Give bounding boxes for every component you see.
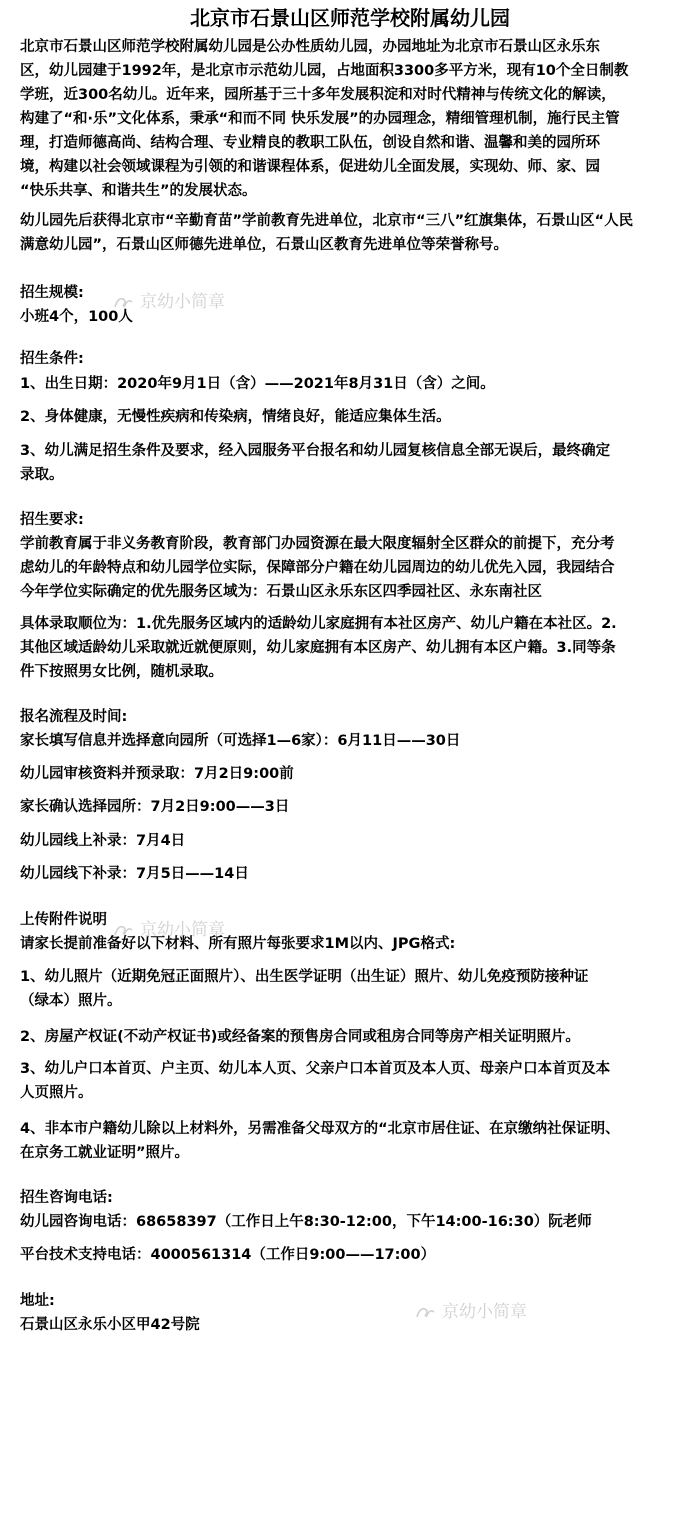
intro-paragraph xyxy=(20,35,685,203)
condition-item-2: 2、身体健康，无慢性疾病和传染病，情绪良好，能适应集体生活。 xyxy=(20,409,451,425)
attachment-item-4-line: 4、非本市户籍幼儿除以上材料外，另需准备父母双方的“北京市居住证、在京缴纳社保证明、 xyxy=(20,1121,620,1137)
attachments-subheading: 请家长提前准备好以下材料、所有照片每张要求1M以内、JPG格式: xyxy=(20,936,456,952)
intro-line: 学班，近300名幼儿。近年来，园所基于三十多年发展积淀和对时代精神与传统文化的解读， xyxy=(20,87,616,103)
attachment-item-4 xyxy=(20,1117,685,1165)
honors-line: 幼儿园先后获得北京市“辛勤育苗”学前教育先进单位，北京市“三八”红旗集体，石景山区“人民 xyxy=(20,213,634,229)
intro-line: 区，幼儿园建于1992年，是北京市示范幼儿园，占地面积3300多平方米，现有10个全日制教 xyxy=(20,63,629,79)
process-step-1: 家长填写信息并选择意向园所（可选择1—6家）：6月11日——30日 xyxy=(20,733,461,749)
condition-item-3 xyxy=(20,439,685,487)
process-step-2: 幼儿园审核资料并预录取：7月2日9:00前 xyxy=(20,766,294,782)
process-step-5: 幼儿园线下补录：7月5日——14日 xyxy=(20,866,249,882)
address-heading: 地址: xyxy=(20,1293,55,1309)
honors-line: 满意幼儿园”，石景山区师德先进单位，石景山区教育先进单位等荣誉称号。 xyxy=(20,237,509,253)
attachments-heading: 上传附件说明 xyxy=(20,912,107,928)
attachment-item-1 xyxy=(20,965,685,1013)
attachment-item-1-line: 1、幼儿照片（近期免冠正面照片）、出生医学证明（出生证）照片、幼儿免疫预防接种证 xyxy=(20,969,589,985)
admission-order-line: 件下按照男女比例，随机录取。 xyxy=(20,664,223,680)
attachment-item-3-line: 3、幼儿户口本首页、户主页、幼儿本人页、父亲户口本首页及本人页、母亲户口本首页及本 xyxy=(20,1061,611,1077)
attachment-item-4-line: 在京务工就业证明”照片。 xyxy=(20,1145,190,1161)
attachment-item-1-line: （绿本）照片。 xyxy=(20,993,122,1009)
kindergarten-phone: 幼儿园咨询电话：68658397（工作日上午8:30-12:00，下午14:00-16:30）阮老师 xyxy=(20,1214,592,1230)
contact-heading: 招生咨询电话: xyxy=(20,1190,113,1206)
intro-line: 境，构建以社会领域课程为引领的和谐课程体系，促进幼儿全面发展，实现幼、师、家、园 xyxy=(20,159,600,175)
platform-phone: 平台技术支持电话：4000561314（工作日9:00——17:00） xyxy=(20,1247,436,1263)
address-value: 石景山区永乐小区甲42号院 xyxy=(20,1317,200,1333)
intro-line: “快乐共享、和谐共生”的发展状态。 xyxy=(20,183,257,199)
intro-line: 构建了“和·乐”文化体系，秉承“和而不同 快乐发展”的办园理念，精细管理机制，施行民主管 xyxy=(20,111,620,127)
condition-item-3-line: 3、幼儿满足招生条件及要求，经入园服务平台报名和幼儿园复核信息全部无误后，最终确定 xyxy=(20,443,611,459)
condition-item-1: 1、出生日期：2020年9月1日（含）——2021年8月31日（含）之间。 xyxy=(20,376,495,392)
process-heading: 报名流程及时间: xyxy=(20,709,128,725)
intro-line: 理，打造师德高尚、结构合理、专业精良的教职工队伍，创设自然和谐、温馨和美的园所环 xyxy=(20,135,600,151)
watermark-text: 京幼小简章 xyxy=(140,292,225,312)
watermark-text: 京幼小简章 xyxy=(140,920,225,940)
attachment-item-2: 2、房屋产权证(不动产权证书)或经备案的预售房合同或租房合同等房产相关证明照片。 xyxy=(20,1029,580,1045)
scale-value: 小班4个，100人 xyxy=(20,309,133,325)
requirements-heading: 招生要求: xyxy=(20,512,84,528)
attachment-item-3-line: 人页照片。 xyxy=(20,1085,93,1101)
condition-item-3-line: 录取。 xyxy=(20,467,64,483)
admission-order-line: 具体录取顺位为：1.优先服务区域内的适龄幼儿家庭拥有本社区房产、幼儿户籍在本社区。2. xyxy=(20,616,617,632)
conditions-heading: 招生条件: xyxy=(20,351,84,367)
requirements-line: 虑幼儿的年龄特点和幼儿园学位实际，保障部分户籍在幼儿园周边的幼儿优先入园，我园结合 xyxy=(20,560,615,576)
process-step-3: 家长确认选择园所：7月2日9:00——3日 xyxy=(20,799,290,815)
requirements-line: 学前教育属于非义务教育阶段，教育部门办园资源在最大限度辐射全区群众的前提下，充分考 xyxy=(20,536,615,552)
admission-order-line: 其他区域适龄幼儿采取就近就便原则，幼儿家庭拥有本区房产、幼儿拥有本区户籍。3.同等条 xyxy=(20,640,616,656)
requirements-line: 今年学位实际确定的优先服务区域为：石景山区永乐东区四季园社区、永东南社区 xyxy=(20,584,542,600)
requirements-paragraph xyxy=(20,532,685,604)
process-step-4: 幼儿园线上补录：7月4日 xyxy=(20,833,186,849)
intro-line: 北京市石景山区师范学校附属幼儿园是公办性质幼儿园，办园地址为北京市石景山区永乐东 xyxy=(20,39,600,55)
honors-paragraph xyxy=(20,209,685,257)
watermark-text: 京幼小简章 xyxy=(442,1302,527,1322)
page-title: 北京市石景山区师范学校附属幼儿园 xyxy=(190,6,510,30)
admission-order-paragraph xyxy=(20,612,685,684)
scale-heading: 招生规模: xyxy=(20,285,84,301)
attachment-item-3 xyxy=(20,1057,685,1105)
